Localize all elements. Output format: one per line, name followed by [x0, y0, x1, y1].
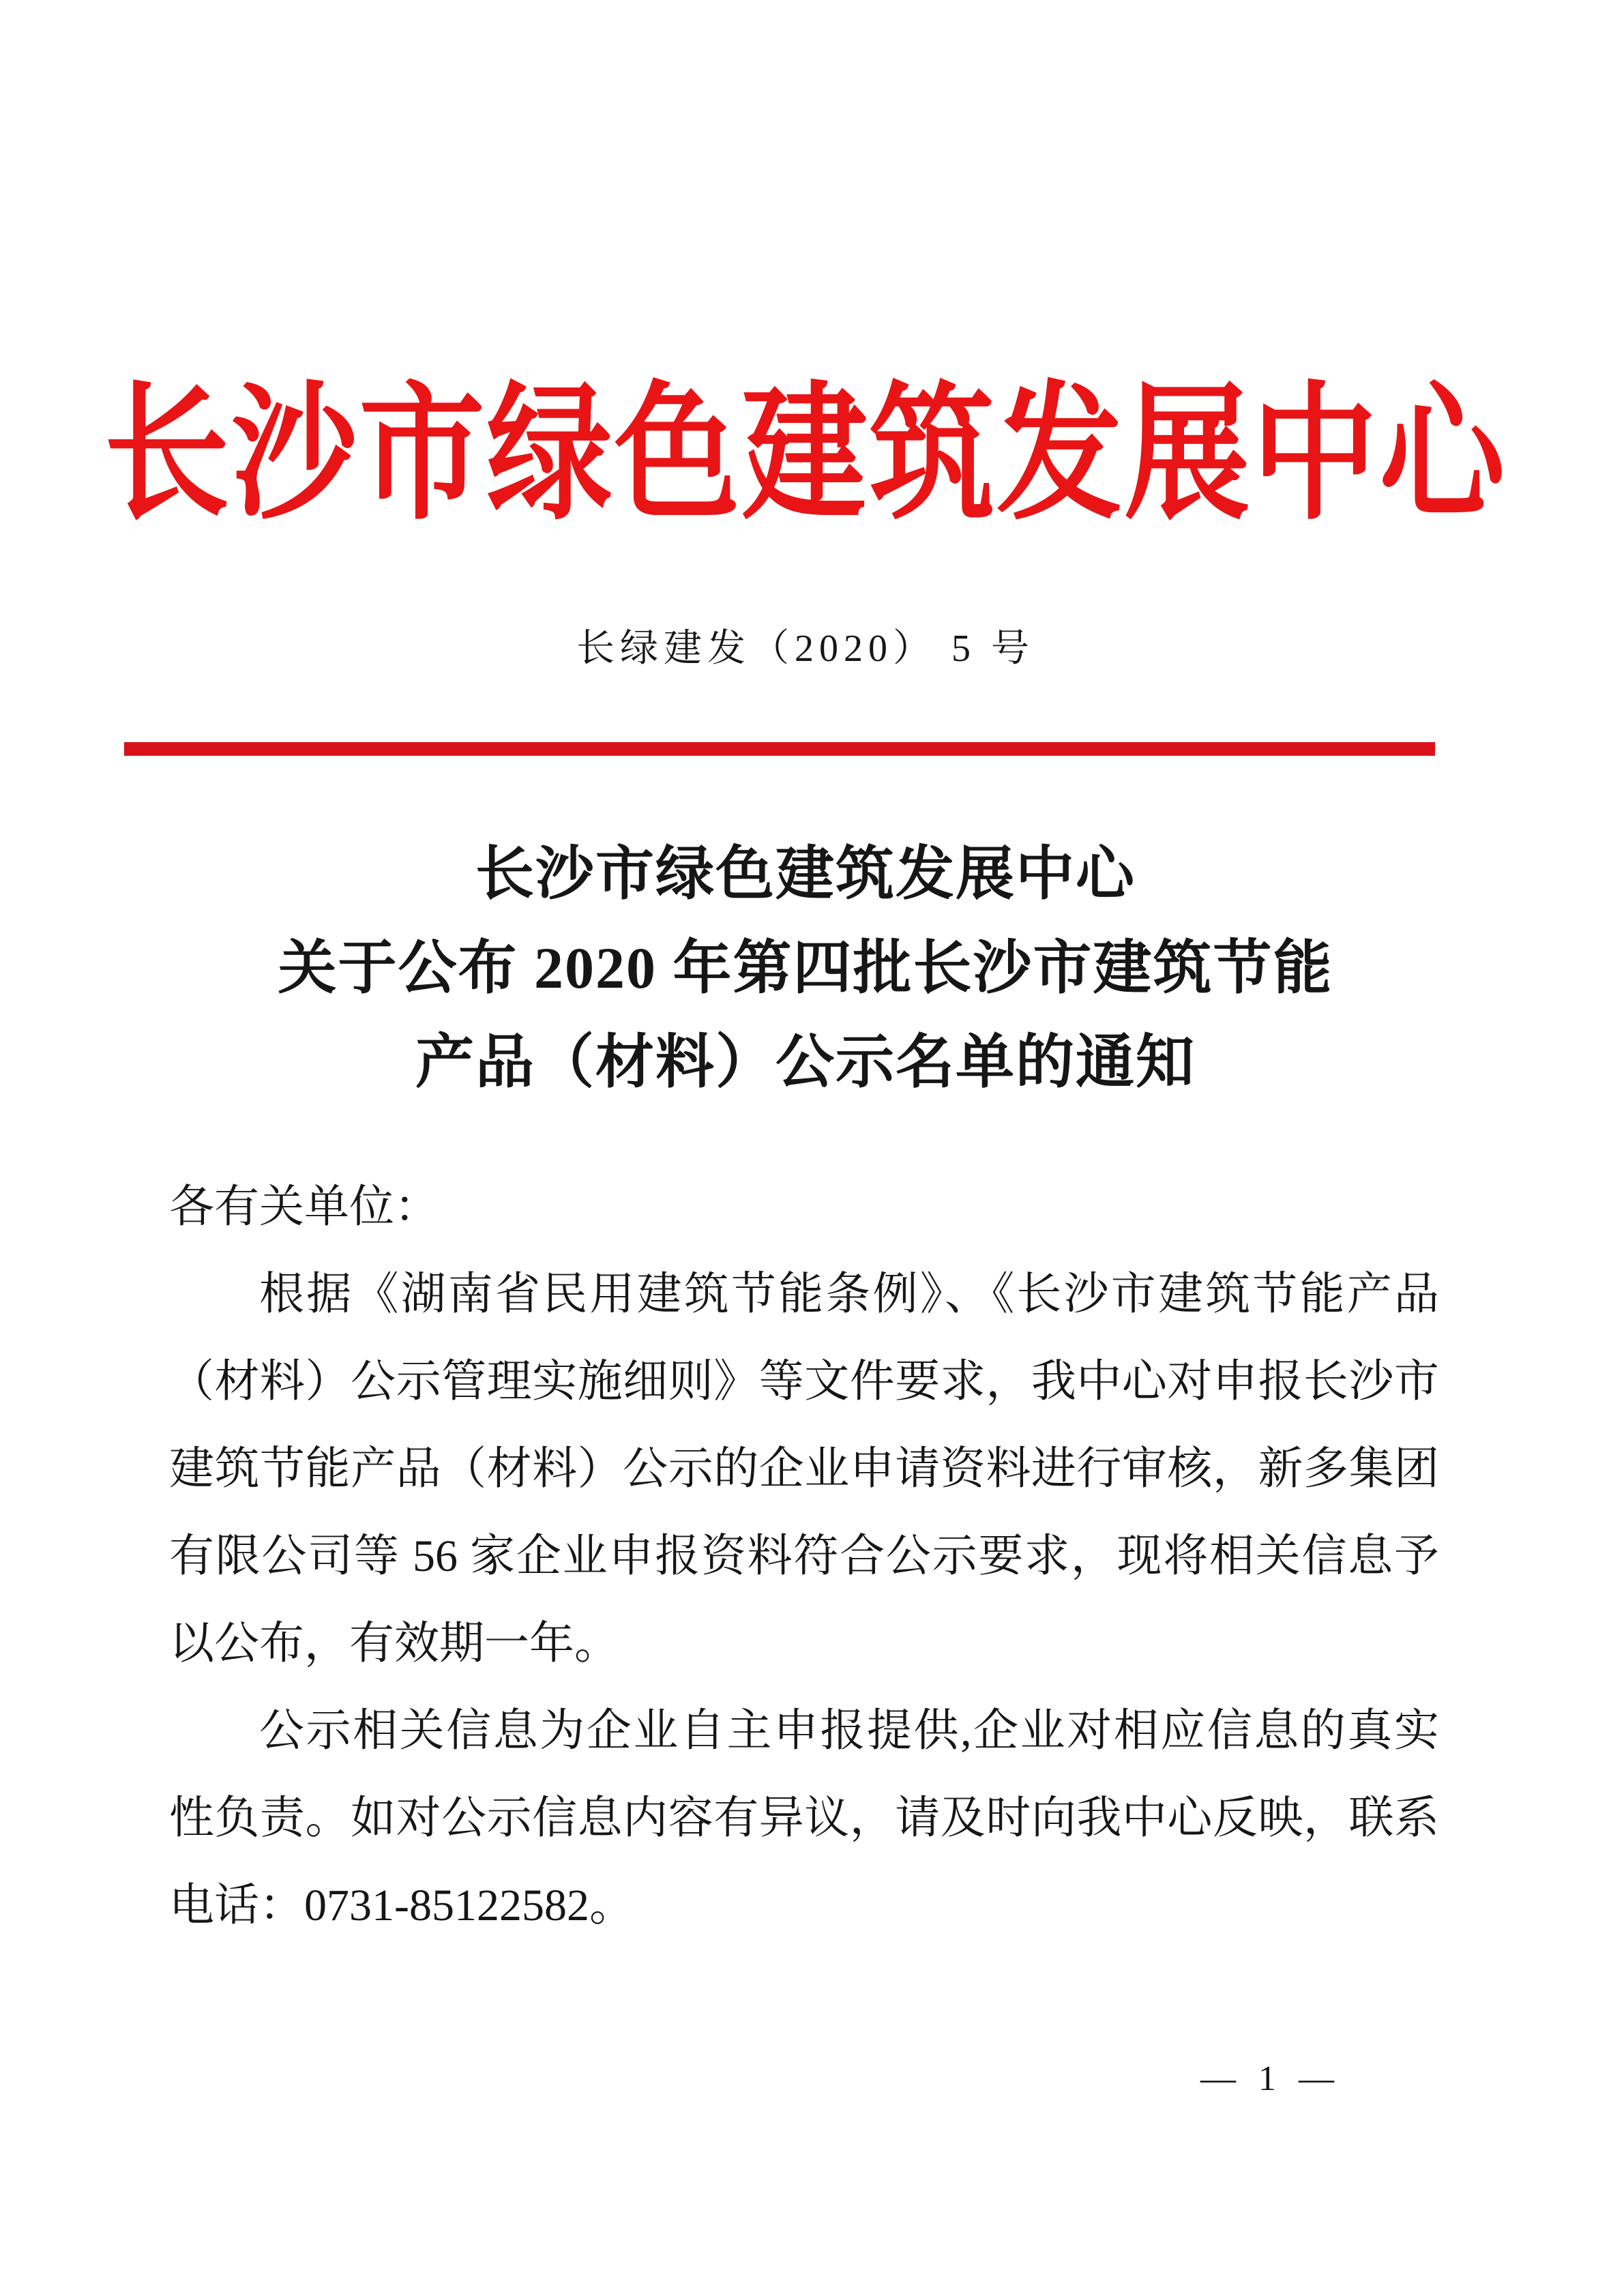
- page-number: — 1 —: [1200, 2059, 1341, 2098]
- red-divider-rule: [124, 742, 1435, 756]
- body-paragraph-1: 根据《湖南省民用建筑节能条例》、《长沙市建筑节能产品（材料）公示管理实施细则》等文件要求，我中心对申报长沙市建筑节能产品（材料）公示的企业申请资料进行审核，新多集团有限公司等 56 家企业申报资料符合公示要求，现将相关信息予以公布，有效期一年。: [169, 1269, 1439, 1668]
- body-text: [169, 1164, 1439, 1949]
- doc-number: 长绿建发（2020） 5 号: [576, 628, 1035, 670]
- body-paragraph-2: 公示相关信息为企业自主申报提供,企业对相应信息的真实性负责。如对公示信息内容有异议，请及时向我中心反映，联系电话：0731-85122582。: [169, 1706, 1439, 1930]
- doc-title-line-3: 产品（材料）公示名单的通知: [415, 1029, 1196, 1095]
- salutation: 各有关单位：: [169, 1182, 439, 1232]
- doc-title: [0, 827, 1611, 1109]
- doc-title-line-2: 关于公布 2020 年第四批长沙市建筑节能: [278, 935, 1333, 1001]
- agency-masthead: 长沙市绿色建筑发展中心: [104, 372, 1507, 538]
- doc-title-line-1: 长沙市绿色建筑发展中心: [475, 841, 1136, 907]
